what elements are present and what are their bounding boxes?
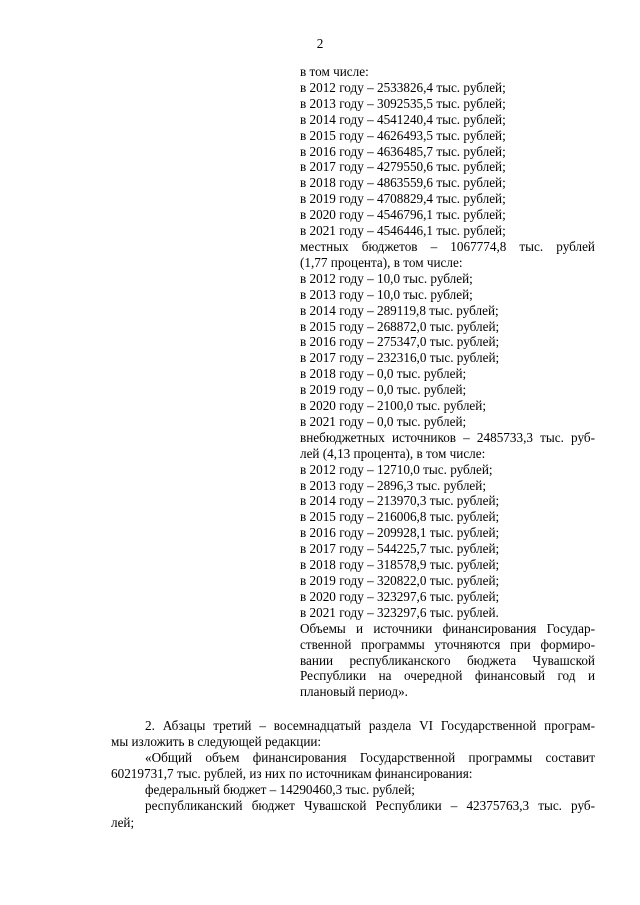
republican-year-line: в 2012 году – 2533826,4 тыс. рублей; <box>300 79 506 95</box>
extrabudgetary-year-line: в 2016 году – 209928,1 тыс. рублей; <box>300 525 500 541</box>
local-year-line: в 2018 году – 0,0 тыс. рублей; <box>300 366 467 382</box>
local-year-line: в 2021 году – 0,0 тыс. рублей; <box>300 413 467 429</box>
local-year-line: в 2019 году – 0,0 тыс. рублей; <box>300 382 467 398</box>
republican-year-line: в 2018 году – 4863559,6 тыс. рублей; <box>300 175 506 191</box>
local-year-line: в 2016 году – 275347,0 тыс. рублей; <box>300 334 500 350</box>
local-year-line: в 2012 году – 10,0 тыс. рублей; <box>300 270 473 286</box>
local-year-line: в 2014 году – 289119,8 тыс. рублей; <box>300 302 499 318</box>
republican-year-line: в 2016 году – 4636485,7 тыс. рублей; <box>300 143 506 159</box>
local-year-line: в 2013 году – 10,0 тыс. рублей; <box>300 286 473 302</box>
funding-column <box>300 64 595 700</box>
republican-year-line: в 2017 году – 4279550,6 тыс. рублей; <box>300 159 506 175</box>
republican-budget-line: лей; <box>111 814 135 830</box>
local-year-line: в 2020 году – 2100,0 тыс. рублей; <box>300 398 486 414</box>
extrabudgetary-year-line: в 2021 году – 323297,6 тыс. рублей. <box>300 604 499 620</box>
republican-year-line: в 2021 году – 4546446,1 тыс. рублей; <box>300 223 506 239</box>
closing-line: Республики на очередной финансовый год и <box>300 668 595 684</box>
republican-year-line: в 2015 году – 4626493,5 тыс. рублей; <box>300 127 506 143</box>
extrabudgetary-year-line: в 2017 году – 544225,7 тыс. рублей; <box>300 541 500 557</box>
paragraph-2-line: 2. Абзацы третий – восемнадцатый раздела VI Государственной програм- <box>145 718 595 733</box>
total-funding-line: «Общий объем финансирования Государственной программы составит <box>145 750 595 766</box>
closing-line: Объемы и источники финансирования Государ- <box>300 620 595 636</box>
republican-year-line: в 2020 году – 4546796,1 тыс. рублей; <box>300 207 506 223</box>
closing-line: плановый период». <box>300 684 408 700</box>
federal-budget-line: федеральный бюджет – 14290460,3 тыс. рублей; <box>145 782 415 798</box>
extrabudgetary-year-line: в 2020 году – 323297,6 тыс. рублей; <box>300 588 500 604</box>
local-budgets-heading: местных бюджетов – 1067774,8 тыс. рублей <box>300 238 595 254</box>
extrabudgetary-heading: внебюджетных источников – 2485733,3 тыс. руб- <box>300 429 595 445</box>
amendment-text <box>111 718 595 831</box>
total-funding-line: 60219731,7 тыс. рублей, из них по источникам финансирования: <box>111 766 473 782</box>
paragraph-2-line: мы изложить в следующей редакции: <box>111 734 322 750</box>
closing-line: вании республиканского бюджета Чувашской <box>300 652 595 668</box>
extrabudgetary-year-line: в 2014 году – 213970,3 тыс. рублей; <box>300 493 500 509</box>
page-number: 2 <box>316 36 324 51</box>
local-budgets-heading-cont: (1,77 процента), в том числе: <box>300 254 463 270</box>
intro-line: в том числе: <box>300 64 369 79</box>
republican-budget-line: республиканский бюджет Чувашской Республики – 42375763,3 тыс. руб- <box>145 798 595 814</box>
extrabudgetary-year-line: в 2012 году – 12710,0 тыс. рублей; <box>300 461 493 477</box>
extrabudgetary-heading-cont: лей (4,13 процента), в том числе: <box>300 445 486 461</box>
republican-year-line: в 2013 году – 3092535,5 тыс. рублей; <box>300 95 506 111</box>
extrabudgetary-year-line: в 2015 году – 216006,8 тыс. рублей; <box>300 509 500 525</box>
republican-year-line: в 2019 году – 4708829,4 тыс. рублей; <box>300 191 506 207</box>
closing-line: ственной программы уточняются при формиро- <box>300 636 595 652</box>
local-year-line: в 2015 году – 268872,0 тыс. рублей; <box>300 318 500 334</box>
republican-year-line: в 2014 году – 4541240,4 тыс. рублей; <box>300 111 506 127</box>
extrabudgetary-year-line: в 2013 году – 2896,3 тыс. рублей; <box>300 477 486 493</box>
local-year-line: в 2017 году – 232316,0 тыс. рублей; <box>300 350 500 366</box>
extrabudgetary-year-line: в 2019 году – 320822,0 тыс. рублей; <box>300 573 500 588</box>
extrabudgetary-year-line: в 2018 году – 318578,9 тыс. рублей; <box>300 557 500 573</box>
